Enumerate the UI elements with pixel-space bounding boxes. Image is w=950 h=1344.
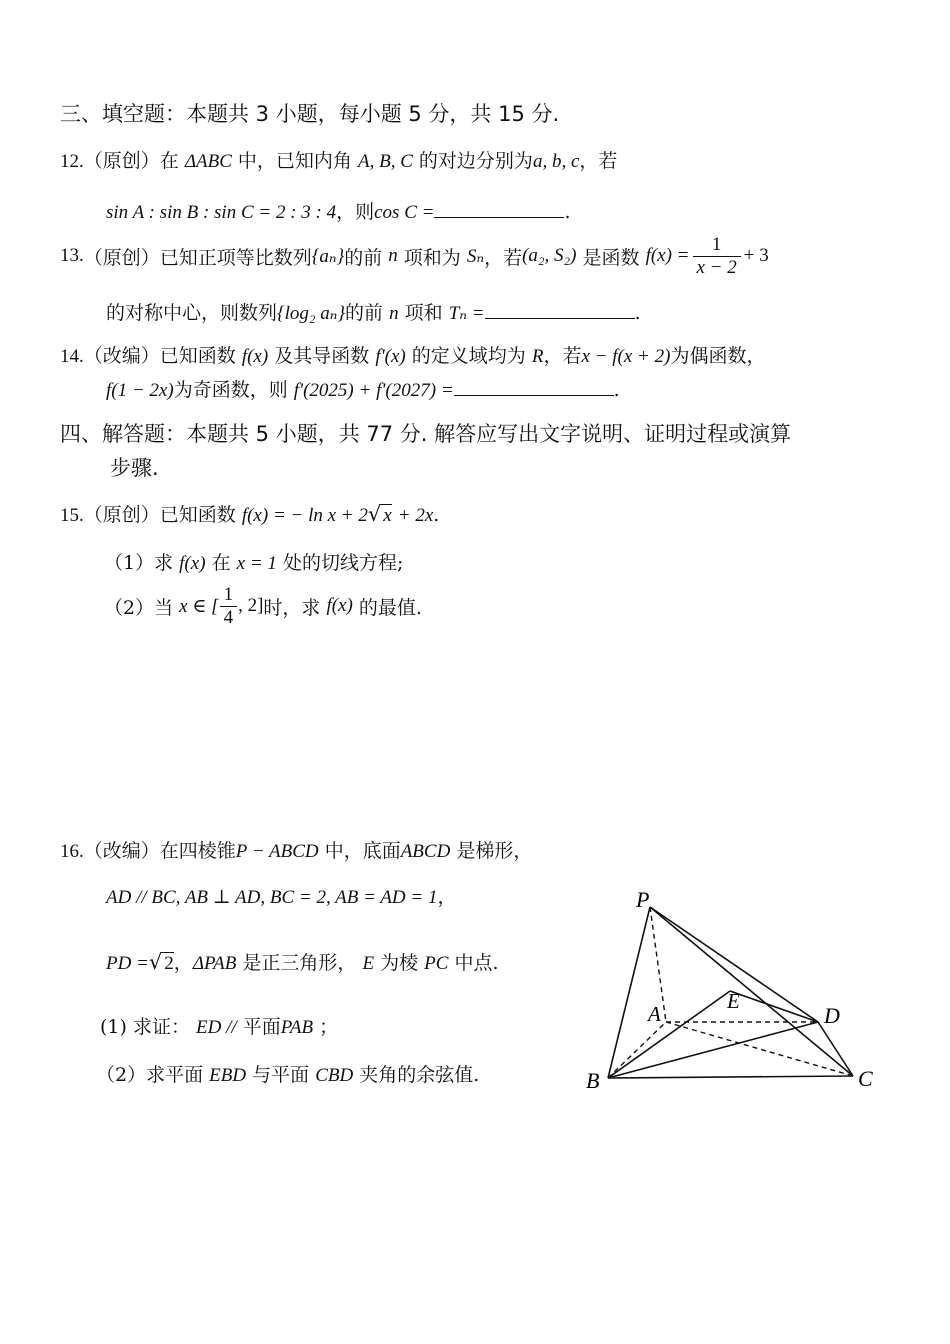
q14-text-5: 为奇函数，则	[173, 379, 288, 401]
q16-part-1-pab: PAB	[280, 1017, 314, 1038]
q15-part-1-fx: f(x)	[179, 553, 206, 574]
q12-angles: A, B, C	[357, 151, 413, 172]
q13-intro: 已知正项等比数列	[159, 246, 312, 269]
q14-text-4: 为偶函数，	[670, 345, 766, 367]
q16-comma: ，	[437, 886, 457, 908]
question-15-part-2	[104, 584, 422, 629]
q15-part-2-text-b: 时，求	[263, 596, 321, 619]
q15-number: 15.	[60, 505, 84, 526]
q12-sides: a, b, c	[532, 151, 580, 172]
q16-part-1-text-a: 求证：	[132, 1016, 190, 1038]
q13-plus: + 3	[743, 245, 769, 267]
question-16-stem	[60, 836, 532, 863]
question-14-line-1	[60, 341, 765, 368]
edge-pc	[650, 907, 853, 1076]
q16-part-1-end: ；	[319, 1016, 339, 1038]
q13-text-2: 项和为	[403, 246, 461, 269]
q13-text-4: 是函数	[582, 246, 640, 269]
q14-tag: （改编）	[83, 345, 160, 367]
q15-part-2-fraction	[220, 584, 238, 629]
question-16-condition-2	[106, 948, 499, 975]
q16-text-1: 中，底面	[324, 840, 401, 862]
q16-base: ABCD	[400, 841, 451, 862]
question-15-part-1	[104, 548, 403, 575]
q16-e: E	[362, 953, 375, 974]
q13-text-5: 的对称中心，则数列	[106, 302, 278, 324]
q14-fx: f(x)	[241, 346, 269, 367]
label-c: C	[858, 1066, 873, 1091]
q13-sequence: {aₙ}	[311, 245, 345, 267]
q16-text-5: 中点.	[454, 952, 499, 974]
q14-ask: f'(2025) + f'(2027) =	[293, 380, 454, 401]
q15-part-2-text-a: 当	[154, 596, 174, 619]
q16-part-2-text-b: 与平面	[252, 1064, 310, 1086]
q12-text-3: ，若	[579, 150, 618, 172]
q15-part-2-interval-end: , 2]	[238, 595, 264, 617]
q16-pd: PD =	[106, 953, 149, 974]
q12-tag: （原创）	[83, 150, 160, 172]
section-3-heading: 三、填空题：本题共 3 小题，每小题 5 分，共 15 分.	[60, 102, 560, 126]
q15-part-2-fraction-numerator: 1	[220, 584, 238, 607]
q14-text-3: ，若	[543, 345, 582, 367]
q15-formula-b: + 2x	[397, 505, 434, 526]
edge-ed	[730, 991, 818, 1022]
question-13-line-2	[106, 298, 641, 325]
q13-n-2: n	[389, 303, 399, 324]
q14-text-1: 及其导函数	[274, 345, 370, 367]
q16-comma-2: ，	[173, 952, 193, 974]
q13-text-3: ，若	[484, 246, 523, 269]
q12-intro: 在	[159, 150, 179, 172]
label-b: B	[586, 1068, 600, 1093]
q16-radical-arg: 2	[164, 953, 174, 974]
q13-tn: Tₙ =	[448, 303, 485, 324]
q16-number: 16.	[60, 841, 84, 862]
q12-ratio: sin A : sin B : sin C = 2 : 3 : 4	[106, 202, 337, 223]
question-12-line-2	[106, 197, 571, 224]
q12-answer-blank[interactable]	[434, 199, 564, 218]
edge-bc	[608, 1076, 853, 1078]
question-16-part-2	[96, 1060, 479, 1087]
q16-part-2-text-a: 求平面	[146, 1064, 204, 1086]
q14-fpx: f'(x)	[375, 346, 406, 367]
q15-radical-arg: x	[383, 505, 392, 526]
q15-part-1-text-a: 求	[154, 552, 174, 574]
q13-answer-blank[interactable]	[485, 300, 635, 319]
q13-fraction-denominator: x − 2	[696, 256, 737, 278]
pyramid-figure	[570, 880, 890, 1100]
section-4-heading-line-2: 步骤.	[110, 456, 159, 480]
q16-text-4: 为棱	[380, 952, 419, 974]
question-15-stem	[60, 500, 439, 527]
q14-period: .	[613, 379, 620, 401]
q16-conditions: AD // BC, AB ⊥ AD, BC = 2, AB = AD = 1	[106, 887, 438, 908]
question-14-line-2	[106, 375, 620, 402]
q16-pyramid: P − ABCD	[235, 841, 319, 862]
label-a: A	[648, 1002, 661, 1026]
q15-intro: 已知函数	[159, 504, 236, 526]
label-e: E	[727, 989, 740, 1013]
q13-fx: f(x) =	[645, 245, 690, 267]
q12-triangle: ΔABC	[184, 151, 232, 172]
question-16-condition-1	[106, 882, 457, 909]
q15-radical-sign: √	[367, 502, 382, 526]
q16-part-1-ed: ED //	[196, 1017, 237, 1038]
q13-text-6: 的前	[345, 302, 384, 324]
q14-answer-blank[interactable]	[454, 377, 614, 396]
q15-part-2-label: （2）	[104, 596, 155, 619]
q15-formula-a: f(x) = − ln x + 2	[241, 505, 368, 526]
q16-intro: 在四棱锥	[159, 840, 236, 862]
q15-tag: （原创）	[83, 504, 160, 526]
q12-period: .	[564, 201, 571, 223]
q13-period: .	[634, 302, 641, 324]
q13-n: n	[388, 245, 398, 267]
q16-pc: PC	[424, 953, 449, 974]
q15-part-2-fx: f(x)	[326, 595, 353, 617]
label-d: D	[824, 1003, 840, 1028]
label-p: P	[636, 887, 650, 912]
q13-tag: （原创）	[83, 246, 160, 269]
q16-pab-triangle: ΔPAB	[192, 953, 237, 974]
q16-text-2: 是梯形，	[456, 840, 533, 862]
hidden-edge-ac	[666, 1022, 853, 1076]
q15-part-1-x: x = 1	[236, 553, 277, 574]
q13-text-7: 项和	[404, 302, 443, 324]
q16-part-2-cbd: CBD	[315, 1065, 354, 1086]
q15-part-2-text-c: 的最值.	[358, 596, 422, 619]
q16-part-1-label: (1)	[100, 1016, 127, 1038]
section-4-heading-line-1: 四、解答题：本题共 5 小题，共 77 分. 解答应写出文字说明、证明过程或演算	[60, 422, 792, 446]
q16-part-2-text-c: 夹角的余弦值.	[359, 1064, 480, 1086]
q14-number: 14.	[60, 346, 84, 367]
q13-fraction	[693, 234, 741, 279]
q12-text-1: 中，已知内角	[237, 150, 352, 172]
edge-bd	[608, 1022, 818, 1078]
q15-part-1-text-c: 处的切线方程;	[282, 552, 404, 574]
q12-text-2: 的对边分别为	[418, 150, 533, 172]
q13-text-1: 的前	[344, 246, 383, 269]
q15-part-2-interval-start: x ∈ [	[179, 595, 219, 617]
q12-cos: cos C =	[374, 202, 435, 223]
q13-number: 13.	[60, 245, 84, 267]
q16-part-1-text-b: 平面	[242, 1016, 281, 1038]
q16-text-3: 是正三角形，	[242, 952, 357, 974]
q14-even-expr: x − f(x + 2)	[581, 346, 671, 367]
q12-number: 12.	[60, 151, 84, 172]
q16-radical-sign: √	[148, 950, 163, 974]
question-16-part-1	[100, 1012, 338, 1039]
q12-ask: ，则	[336, 201, 375, 223]
q16-part-2-label: （2）	[96, 1064, 147, 1086]
q15-part-1-label: （1）	[104, 552, 155, 574]
q13-sn: Sₙ	[466, 245, 485, 267]
q14-intro: 已知函数	[159, 345, 236, 367]
question-13-line-1	[60, 234, 769, 279]
q13-fraction-numerator: 1	[693, 234, 741, 257]
question-12-line-1	[60, 146, 617, 173]
q14-r: R	[531, 346, 544, 367]
q14-odd-expr: f(1 − 2x)	[106, 380, 174, 401]
q13-point: (a₂, S₂)	[522, 245, 577, 267]
q16-tag: （改编）	[83, 840, 160, 862]
q16-part-2-ebd: EBD	[209, 1065, 247, 1086]
q13-log-sequence: {log₂ aₙ}	[277, 303, 346, 324]
q14-text-2: 的定义域均为	[411, 345, 526, 367]
q15-period: .	[433, 504, 440, 526]
q15-part-2-fraction-denominator: 4	[223, 606, 234, 628]
q15-part-1-text-b: 在	[211, 552, 231, 574]
